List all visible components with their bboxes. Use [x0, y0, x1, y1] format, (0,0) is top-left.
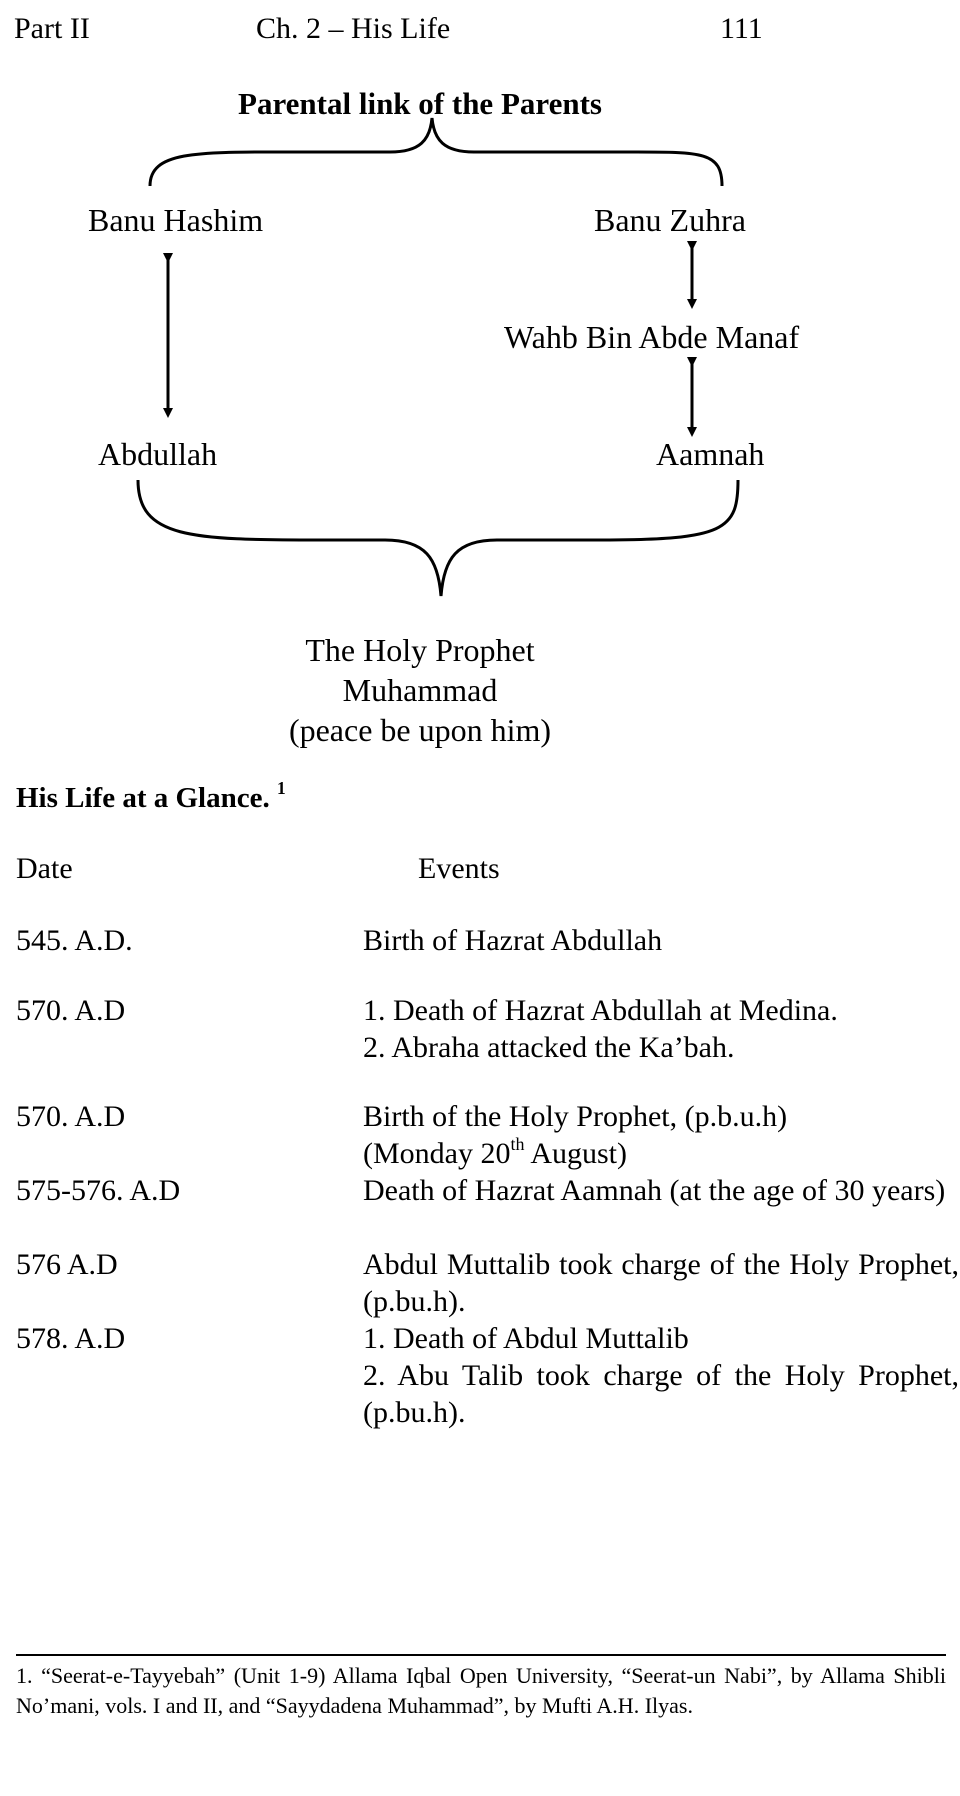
event-date-pre: (Monday 20	[363, 1137, 511, 1170]
event-line: 2. Abu Talib took charge of the Holy Prophet, (p.bu.h).	[363, 1359, 959, 1429]
node-holy-prophet	[0, 630, 840, 750]
diagram-title: Parental link of the Parents	[238, 86, 602, 121]
event-line: 2. Abraha attacked the Ka’bah.	[363, 1031, 735, 1064]
running-header-left: Part II	[14, 12, 90, 45]
footnote-rule	[16, 1654, 946, 1656]
node-aamnah: Aamnah	[656, 436, 765, 472]
event-line: Death of Hazrat Aamnah (at the age of 30 years)	[363, 1174, 946, 1207]
event-line: Birth of the Holy Prophet, (p.b.u.h)	[363, 1100, 788, 1133]
event-line: Abdul Muttalib took charge of the Holy Prophet, (p.bu.h).	[363, 1248, 959, 1318]
row-date: 578. A.D	[16, 1322, 126, 1355]
column-header-events: Events	[418, 852, 500, 885]
row-date: 570. A.D	[16, 994, 126, 1027]
row-events	[363, 1172, 959, 1209]
prophet-line-2: Muhammad	[342, 672, 498, 708]
row-events	[363, 1320, 959, 1431]
row-date: 576 A.D	[16, 1248, 118, 1281]
column-header-date: Date	[16, 852, 73, 885]
prophet-line-3: (peace be upon him)	[288, 712, 552, 748]
row-events	[363, 1098, 959, 1172]
event-date-post: August)	[524, 1137, 628, 1170]
row-date: 545. A.D.	[16, 924, 133, 957]
prophet-line-1: The Holy Prophet	[305, 632, 535, 668]
top-brace	[150, 118, 722, 186]
section-title-text: His Life at a Glance.	[16, 782, 270, 814]
footnote-reference: 1	[276, 778, 286, 799]
node-banu-hashim: Banu Hashim	[88, 202, 264, 238]
event-date-ordinal: th	[510, 1134, 525, 1154]
node-banu-zuhra: Banu Zuhra	[594, 202, 746, 238]
row-date: 575-576. A.D	[16, 1174, 181, 1207]
row-date: 570. A.D	[16, 1100, 126, 1133]
event-line: 1. Death of Abdul Muttalib	[363, 1322, 689, 1355]
event-line: 1. Death of Hazrat Abdullah at Medina.	[363, 994, 838, 1027]
row-events	[363, 992, 959, 1066]
event-line: Birth of Hazrat Abdullah	[363, 924, 663, 957]
row-events	[363, 922, 959, 959]
running-header-chapter: Ch. 2 – His Life	[256, 12, 451, 45]
page-number: 111	[720, 12, 763, 45]
node-abdullah: Abdullah	[98, 436, 218, 472]
row-events	[363, 1246, 959, 1320]
bottom-brace	[138, 480, 738, 596]
node-wahb-bin-abde-manaf: Wahb Bin Abde Manaf	[504, 319, 800, 355]
event-line-date	[363, 1135, 959, 1172]
section-title	[16, 778, 286, 815]
footnote: 1. “Seerat-e-Tayyebah” (Unit 1-9) Allama Iqbal Open University, “Seerat-un Nabi”, by Allama Shibli No’mani, vols. I and II, and “Sayydadena Muhammad”, by Mufti A.H. Ilyas.	[16, 1663, 946, 1718]
